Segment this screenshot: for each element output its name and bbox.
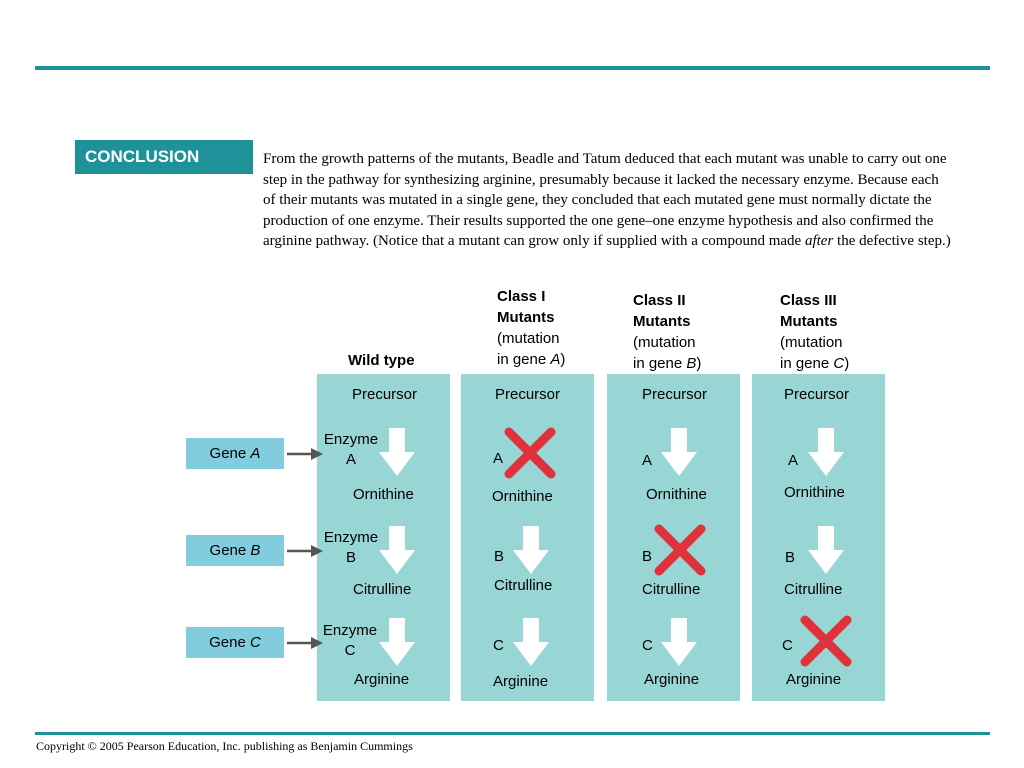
- class1-close: ): [560, 351, 566, 368]
- gene-a-box: Gene A: [186, 438, 284, 469]
- wild-arginine-label: Arginine: [354, 671, 410, 688]
- class2-step-b-label: B: [642, 548, 653, 565]
- class2-step-c-label: C: [642, 637, 653, 654]
- wild-enzyme-c-label: Enzyme C: [322, 622, 378, 659]
- class2-ornithine-label: Ornithine: [646, 486, 707, 503]
- wild-arrow-b-icon: [379, 526, 415, 574]
- gene-b-arrow-icon: [287, 545, 323, 557]
- class1-arginine-label: Arginine: [493, 673, 549, 690]
- class1-ornithine-label: Ornithine: [492, 488, 553, 505]
- class3-sub2: in gene: [780, 355, 834, 372]
- class2-step-a-label: A: [642, 452, 653, 469]
- class3-sub: (mutation: [780, 334, 843, 351]
- class1-sub: (mutation: [497, 330, 560, 347]
- class3-ornithine-label: Ornithine: [784, 484, 845, 501]
- class3-citrulline-label: Citrulline: [784, 581, 843, 598]
- class3-step-c-label: C: [782, 637, 793, 654]
- bottom-rule: [35, 732, 990, 735]
- class3-step-b-label: B: [785, 549, 796, 566]
- conclusion-badge: CONCLUSION: [75, 140, 253, 174]
- class3-close: ): [844, 355, 850, 372]
- gene-a-arrow-icon: [287, 448, 323, 460]
- class3-title2: Mutants: [780, 313, 838, 330]
- wild-arrow-c-icon: [379, 618, 415, 666]
- wild-precursor-label: Precursor: [352, 386, 418, 403]
- class2-block-cross-icon: [659, 529, 701, 571]
- copyright-footer: Copyright © 2005 Pearson Education, Inc. publishing as Benjamin Cummings: [36, 739, 413, 753]
- class1-arrow-c-icon: [513, 618, 549, 666]
- gene-c-box: Gene C: [186, 627, 284, 658]
- wild-type-heading: Wild type: [348, 352, 415, 369]
- class3-gene: C: [833, 355, 845, 372]
- class1-title2: Mutants: [497, 309, 555, 326]
- class1-sub2: in gene: [497, 351, 551, 368]
- class2-gene: B: [686, 355, 697, 372]
- wild-enzyme-a-label: Enzyme A: [323, 431, 379, 468]
- class1-step-b-label: B: [494, 548, 505, 565]
- class1-precursor-label: Precursor: [495, 386, 561, 403]
- class1-step-a-label: A: [493, 450, 504, 467]
- class1-gene: A: [550, 351, 561, 368]
- class2-title2: Mutants: [633, 313, 691, 330]
- class1-step-c-label: C: [493, 637, 504, 654]
- class3-precursor-label: Precursor: [784, 386, 850, 403]
- class2-arrow-c-icon: [661, 618, 697, 666]
- conclusion-text-part2: the defective step.): [833, 233, 951, 249]
- class1-citrulline-label: Citrulline: [494, 577, 553, 594]
- class1-arrow-b-icon: [513, 526, 549, 574]
- class2-citrulline-label: Citrulline: [642, 581, 701, 598]
- wild-arrow-a-icon: [379, 428, 415, 476]
- conclusion-text-italic: after: [804, 233, 834, 249]
- gene-c-arrow-icon: [287, 637, 323, 649]
- class3-block-cross-icon: [805, 620, 847, 662]
- class2-sub2: in gene: [633, 355, 687, 372]
- class3-arginine-label: Arginine: [786, 671, 842, 688]
- class1-title: Class I: [497, 288, 546, 305]
- class3-arrow-a-icon: [808, 428, 844, 476]
- gene-b-box: Gene B: [186, 535, 284, 566]
- class3-title: Class III: [780, 292, 837, 309]
- class2-precursor-label: Precursor: [642, 386, 708, 403]
- class1-block-cross-icon: [509, 432, 551, 474]
- class2-title: Class II: [633, 292, 686, 309]
- class2-close: ): [696, 355, 702, 372]
- wild-enzyme-b-label: Enzyme B: [323, 529, 379, 566]
- class3-arrow-b-icon: [808, 526, 844, 574]
- class2-sub: (mutation: [633, 334, 696, 351]
- class2-arrow-a-icon: [661, 428, 697, 476]
- wild-citrulline-label: Citrulline: [353, 581, 412, 598]
- conclusion-text-part1: From the growth patterns of the mutants, Beadle and Tatum deduced that each mutant was unable to carry out one step in the pathway for synthesizing arginine, presumably because it lacked the necessary enzyme. Because each of their mutants was mutated in a single gene, they concluded that each mutated gene must normally dictate the production of one enzyme. Their results supported the one gene–one enzyme hypothesis and also confirmed the arginine pathway. (Notice that a mutant can grow only if supplied with a compound made: [263, 151, 947, 249]
- class2-arginine-label: Arginine: [644, 671, 700, 688]
- class3-step-a-label: A: [788, 452, 799, 469]
- wild-ornithine-label: Ornithine: [353, 486, 414, 503]
